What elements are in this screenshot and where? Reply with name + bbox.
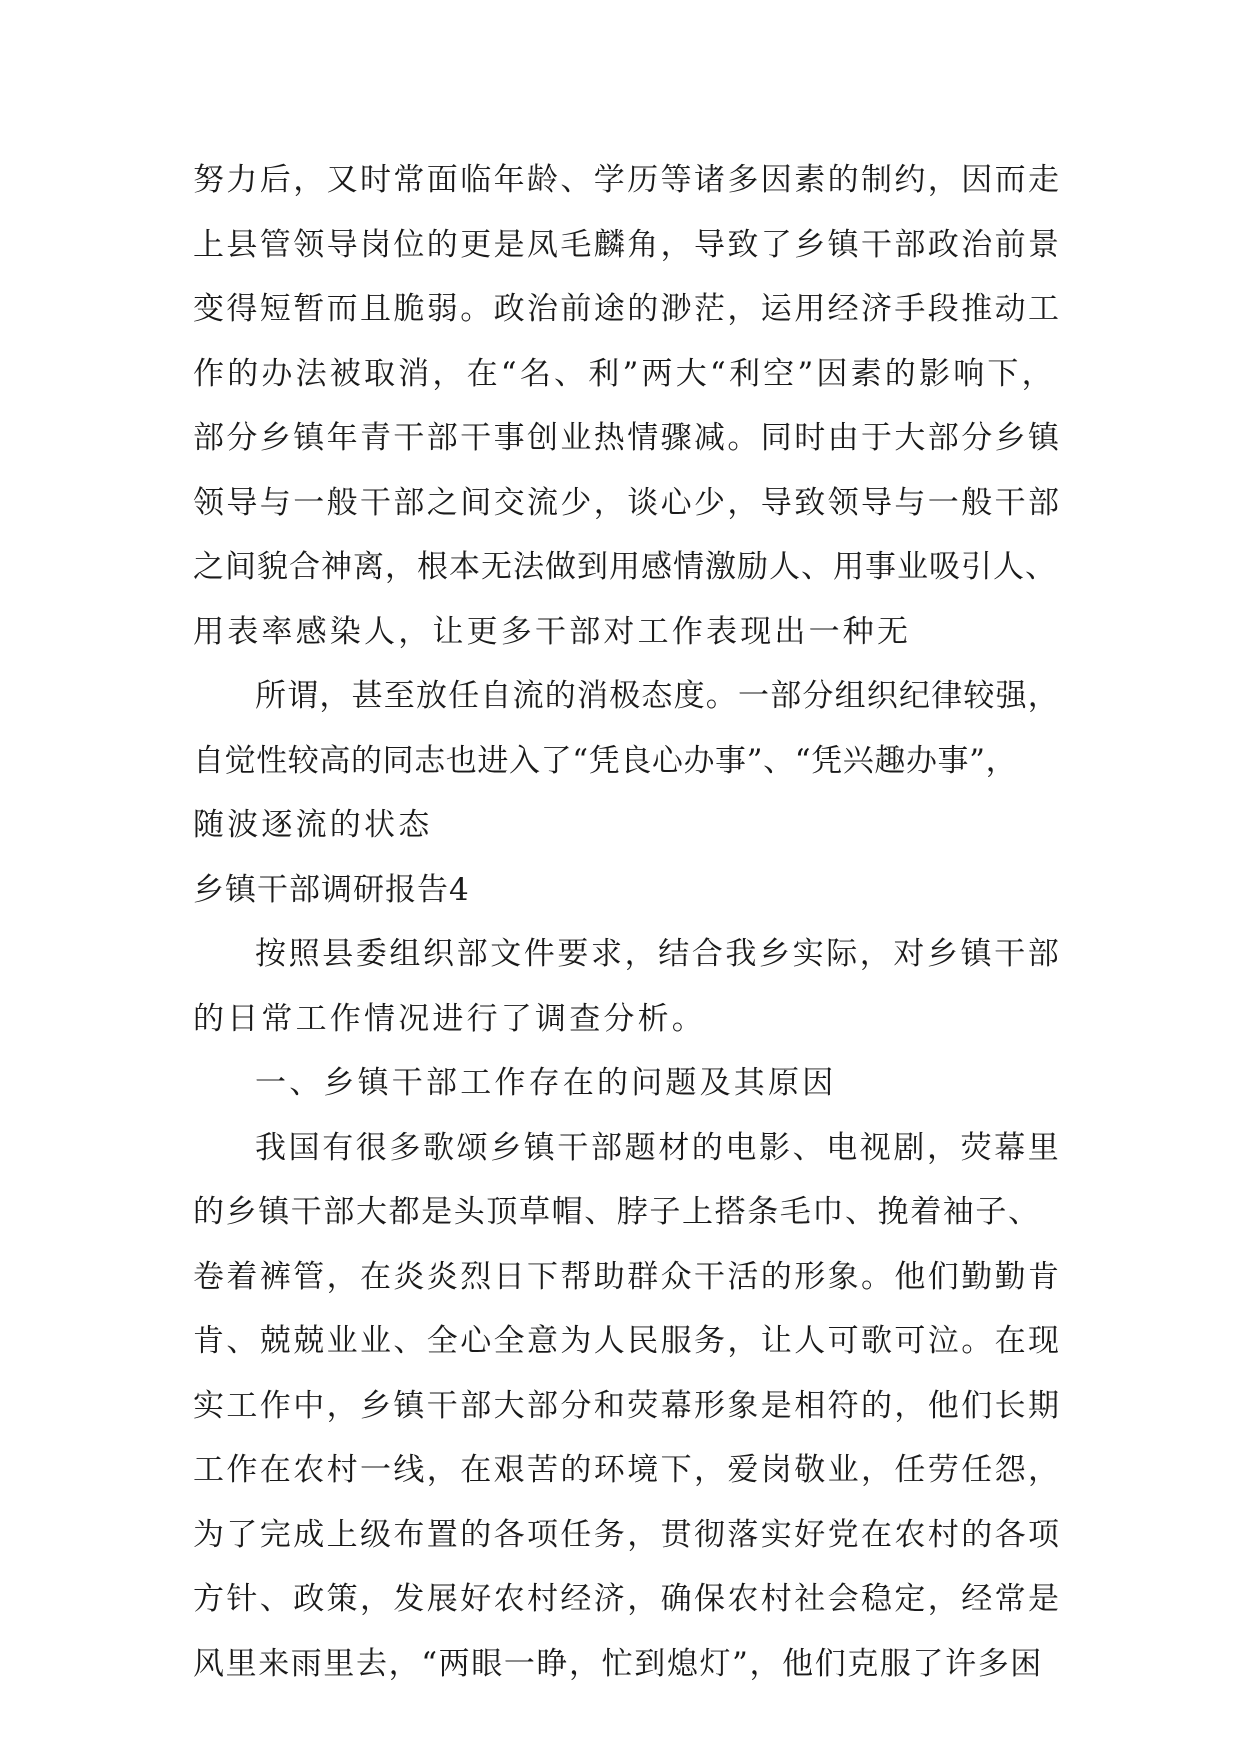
text-line: 变得短暂而且脆弱。政治前途的渺茫，运用经济手段推动工 xyxy=(193,291,1062,327)
text-line: 方针、政策，发展好农村经济，确保农村社会稳定，经常是 xyxy=(193,1581,1062,1617)
document-body xyxy=(193,148,1061,1696)
text-line: 工作在农村一线，在艰苦的环境下，爱岗敬业，任劳任怨， xyxy=(193,1452,1062,1488)
text-line: 领导与一般干部之间交流少，谈心少，导致领导与一般干部 xyxy=(193,484,1062,521)
text-line: 努力后，又时常面临年龄、学历等诸多因素的制约，因而走 xyxy=(193,162,1062,198)
text-line: 为了完成上级布置的各项任务，贯彻落实好党在农村的各项 xyxy=(193,1516,1062,1553)
text-line: 自觉性较高的同志也进入了“凭良心办事”、“凭兴趣办事”， xyxy=(193,742,1018,779)
text-line: 用表率感染人，让更多干部对工作表现出一种无 xyxy=(193,613,912,650)
text-line: 之间貌合神离，根本无法做到用感情激励人、用事业吸引人、 xyxy=(193,549,1057,585)
text-line: 部分乡镇年青干部干事创业热情骤减。同时由于大部分乡镇 xyxy=(193,420,1062,456)
text-line: 实工作中，乡镇干部大部分和荧幕形象是相符的，他们长期 xyxy=(193,1387,1062,1424)
text-line: 随波逐流的状态 xyxy=(193,807,433,843)
paragraph-start-line: 我国有很多歌颂乡镇干部题材的电影、电视剧，荧幕里 xyxy=(255,1129,1062,1166)
text-line: 风里来雨里去，“两眼一睁，忙到熄灯”，他们克服了许多困 xyxy=(193,1645,1043,1682)
text-line: 卷着裤管，在炎炎烈日下帮助群众干活的形象。他们勤勤肯 xyxy=(193,1258,1062,1295)
text-line: 肯、兢兢业业、全心全意为人民服务，让人可歌可泣。在现 xyxy=(193,1323,1062,1359)
subsection-heading: 一、乡镇干部工作存在的问题及其原因 xyxy=(255,1065,837,1101)
section-heading: 乡镇干部调研报告4 xyxy=(193,871,470,908)
text-line: 上县管领导岗位的更是凤毛麟角，导致了乡镇干部政治前景 xyxy=(193,226,1062,263)
paragraph-start-line: 按照县委组织部文件要求，结合我乡实际，对乡镇干部 xyxy=(255,936,1062,972)
text-line: 的乡镇干部大都是头顶草帽、脖子上搭条毛巾、挽着袖子、 xyxy=(193,1194,1041,1230)
text-line: 作的办法被取消，在“名、利”两大“利空”因素的影响下， xyxy=(193,355,1056,392)
text-line: 的日常工作情况进行了调查分析。 xyxy=(193,1000,706,1037)
paragraph-start-line: 所谓，甚至放任自流的消极态度。一部分组织纪律较强， xyxy=(255,678,1060,714)
